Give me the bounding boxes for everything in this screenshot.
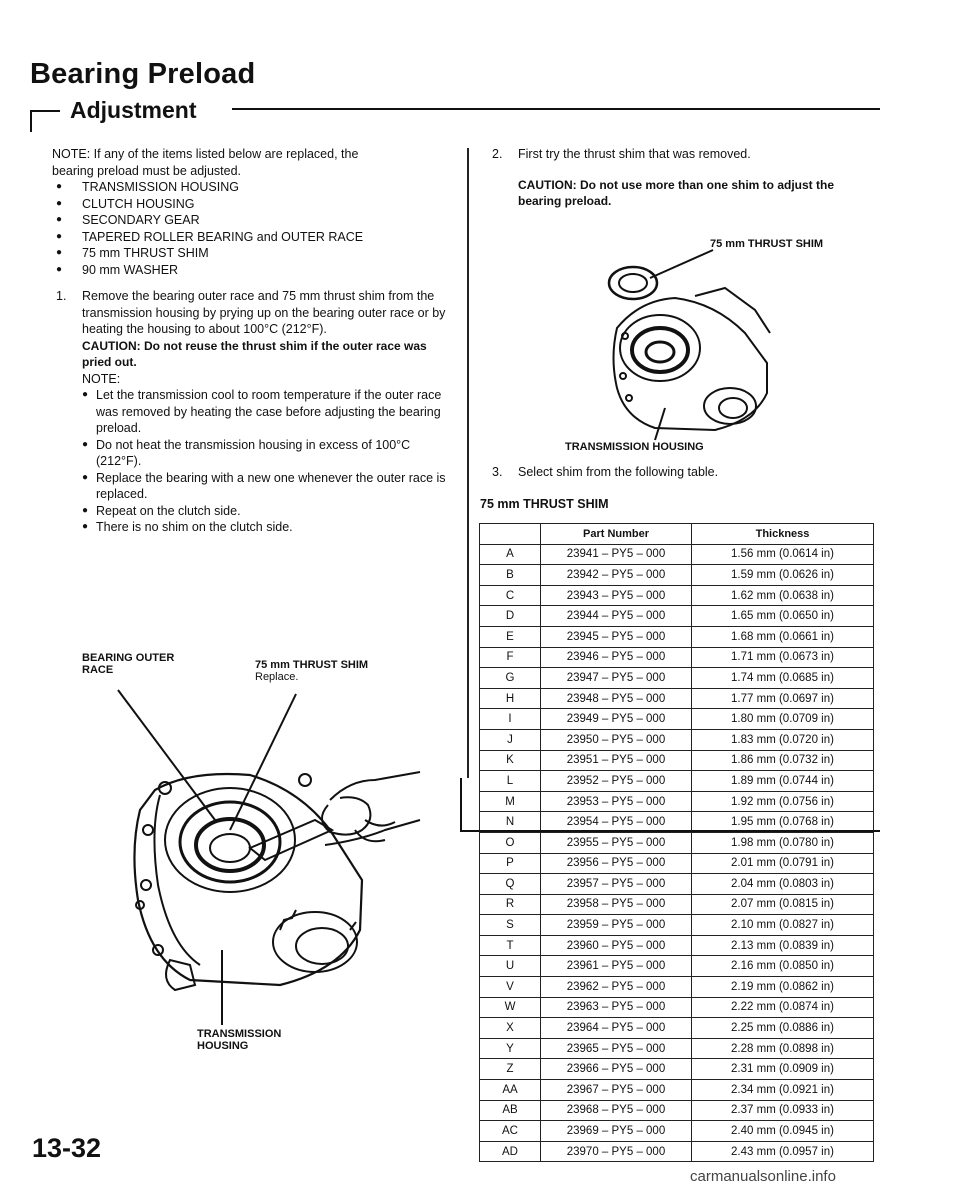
cell-code: N — [480, 812, 541, 833]
table-row — [480, 688, 874, 709]
leader-line-shim — [230, 694, 296, 830]
cell-code: C — [480, 585, 541, 606]
cell-code: Z — [480, 1059, 541, 1080]
cell-thickness: 2.13 mm (0.0839 in) — [692, 935, 874, 956]
cell-thickness: 1.68 mm (0.0661 in) — [692, 626, 874, 647]
table-row — [480, 977, 874, 998]
right-column — [488, 146, 878, 210]
cell-thickness: 2.31 mm (0.0909 in) — [692, 1059, 874, 1080]
leader-line-shim-2 — [650, 250, 713, 278]
table-row — [480, 791, 874, 812]
cell-code: AB — [480, 1100, 541, 1121]
table-row — [480, 771, 874, 792]
cell-thickness: 1.65 mm (0.0650 in) — [692, 606, 874, 627]
thrust-shim-table — [479, 523, 874, 1162]
table-row — [480, 1100, 874, 1121]
table-row — [480, 626, 874, 647]
cell-part-number: 23967 – PY5 – 000 — [541, 1080, 692, 1101]
cell-thickness: 2.43 mm (0.0957 in) — [692, 1141, 874, 1162]
figure-label-race-line-1: BEARING OUTER — [82, 652, 175, 664]
note-intro-line-2: bearing preload must be adjusted. — [52, 163, 242, 178]
cell-part-number: 23963 – PY5 – 000 — [541, 997, 692, 1018]
table-title: 75 mm THRUST SHIM — [480, 497, 609, 511]
header-cell-thickness: Thickness — [692, 524, 874, 545]
figure-label-replace: Replace. — [255, 671, 299, 683]
cell-part-number: 23945 – PY5 – 000 — [541, 626, 692, 647]
note-label: NOTE: — [82, 371, 121, 386]
cell-part-number: 23965 – PY5 – 000 — [541, 1038, 692, 1059]
step-3 — [488, 465, 718, 479]
table-row — [480, 1059, 874, 1080]
replaced-item: ● 90 mm WASHER — [52, 262, 447, 279]
figure-label-race-line-2: RACE — [82, 664, 114, 676]
table-row — [480, 606, 874, 627]
cell-code: S — [480, 915, 541, 936]
cell-code: M — [480, 791, 541, 812]
cell-thickness: 2.16 mm (0.0850 in) — [692, 956, 874, 977]
left-column — [52, 146, 447, 536]
page-number: 13-32 — [32, 1133, 102, 1163]
cell-thickness: 2.25 mm (0.0886 in) — [692, 1018, 874, 1039]
figure2-label-thrust-shim: 75 mm THRUST SHIM — [710, 238, 824, 250]
cell-thickness: 2.37 mm (0.0933 in) — [692, 1100, 874, 1121]
table-row — [480, 832, 874, 853]
cell-thickness: 1.74 mm (0.0685 in) — [692, 668, 874, 689]
note-item: ● Repeat on the clutch side. — [82, 503, 447, 520]
thrust-shim-illustration — [595, 248, 815, 448]
cell-code: AC — [480, 1121, 541, 1142]
cell-part-number: 23953 – PY5 – 000 — [541, 791, 692, 812]
step-2 — [488, 146, 878, 163]
cell-part-number: 23960 – PY5 – 000 — [541, 935, 692, 956]
header-rule-left-vertical — [30, 110, 32, 132]
cell-part-number: 23954 – PY5 – 000 — [541, 812, 692, 833]
figure2-label-transmission-housing: TRANSMISSION HOUSING — [565, 441, 704, 453]
table-row — [480, 956, 874, 977]
table-row — [480, 874, 874, 895]
replaced-item: ● CLUTCH HOUSING — [52, 196, 447, 213]
cell-part-number: 23946 – PY5 – 000 — [541, 647, 692, 668]
cell-thickness: 1.56 mm (0.0614 in) — [692, 544, 874, 565]
step-2-number: 2. — [492, 147, 503, 161]
cell-part-number: 23966 – PY5 – 000 — [541, 1059, 692, 1080]
cell-thickness: 2.19 mm (0.0862 in) — [692, 977, 874, 998]
cell-code: U — [480, 956, 541, 977]
cell-part-number: 23952 – PY5 – 000 — [541, 771, 692, 792]
table-row — [480, 894, 874, 915]
cell-part-number: 23947 – PY5 – 000 — [541, 668, 692, 689]
table-row — [480, 565, 874, 586]
cell-part-number: 23970 – PY5 – 000 — [541, 1141, 692, 1162]
cell-thickness: 2.40 mm (0.0945 in) — [692, 1121, 874, 1142]
step-3-text: Select shim from the following table. — [518, 465, 719, 479]
cell-part-number: 23959 – PY5 – 000 — [541, 915, 692, 936]
table-row — [480, 935, 874, 956]
cell-part-number: 23961 – PY5 – 000 — [541, 956, 692, 977]
column-divider — [467, 148, 469, 778]
cell-code: E — [480, 626, 541, 647]
cell-thickness: 1.98 mm (0.0780 in) — [692, 832, 874, 853]
step-2-text: First try the thrust shim that was removed. — [518, 147, 751, 161]
table-row — [480, 1121, 874, 1142]
note-intro-line-1: NOTE: If any of the items listed below are replaced, the — [52, 147, 359, 161]
table-row — [480, 1038, 874, 1059]
table-row — [480, 997, 874, 1018]
cell-code: F — [480, 647, 541, 668]
cell-code: R — [480, 894, 541, 915]
cell-code: T — [480, 935, 541, 956]
cell-thickness: 1.71 mm (0.0673 in) — [692, 647, 874, 668]
bottom-rule-vertical — [460, 778, 462, 832]
cell-thickness: 2.28 mm (0.0898 in) — [692, 1038, 874, 1059]
cell-code: V — [480, 977, 541, 998]
table-row — [480, 853, 874, 874]
table-row — [480, 668, 874, 689]
cell-code: L — [480, 771, 541, 792]
note-item: ● Let the transmission cool to room temperature if the outer race was removed by heating the case before adjusting the bearing preload. — [82, 387, 447, 437]
table-row — [480, 729, 874, 750]
table-row — [480, 1018, 874, 1039]
cell-thickness: 2.22 mm (0.0874 in) — [692, 997, 874, 1018]
cell-part-number: 23969 – PY5 – 000 — [541, 1121, 692, 1142]
notes-list — [82, 387, 447, 536]
cell-part-number: 23956 – PY5 – 000 — [541, 853, 692, 874]
table-row — [480, 1080, 874, 1101]
bearing-removal-illustration — [100, 680, 430, 1030]
step-1-text: Remove the bearing outer race and 75 mm thrust shim from the transmission housing by prying up on the bearing outer race or by heating the housing to about 100°C (212°F). — [82, 289, 446, 336]
table-row — [480, 915, 874, 936]
header-rule-right — [232, 108, 880, 110]
page-title: Bearing Preload — [30, 58, 256, 90]
cell-part-number: 23962 – PY5 – 000 — [541, 977, 692, 998]
cell-part-number: 23955 – PY5 – 000 — [541, 832, 692, 853]
caution-reuse-shim: CAUTION: Do not reuse the thrust shim if the outer race was pried out. — [82, 338, 427, 369]
cell-thickness: 1.95 mm (0.0768 in) — [692, 812, 874, 833]
header-cell-code — [480, 524, 541, 545]
step-1 — [52, 288, 447, 338]
leader-line-race — [118, 690, 215, 820]
cell-part-number: 23958 – PY5 – 000 — [541, 894, 692, 915]
step-1-number: 1. — [56, 289, 67, 303]
header-rule-left — [30, 110, 60, 112]
cell-code: O — [480, 832, 541, 853]
cell-code: I — [480, 709, 541, 730]
cell-part-number: 23957 – PY5 – 000 — [541, 874, 692, 895]
table-row — [480, 709, 874, 730]
figure-label-shim-text: 75 mm THRUST SHIM — [255, 659, 369, 671]
cell-code: X — [480, 1018, 541, 1039]
figure-label-bearing-outer-race — [82, 652, 174, 676]
cell-thickness: 1.86 mm (0.0732 in) — [692, 750, 874, 771]
cell-thickness: 2.34 mm (0.0921 in) — [692, 1080, 874, 1101]
cell-part-number: 23968 – PY5 – 000 — [541, 1100, 692, 1121]
note-item: ● Replace the bearing with a new one whenever the outer race is replaced. — [82, 470, 447, 503]
cell-thickness: 2.07 mm (0.0815 in) — [692, 894, 874, 915]
cell-thickness: 1.59 mm (0.0626 in) — [692, 565, 874, 586]
replaced-item: ● TAPERED ROLLER BEARING and OUTER RACE — [52, 229, 447, 246]
cell-code: H — [480, 688, 541, 709]
cell-code: A — [480, 544, 541, 565]
cell-code: W — [480, 997, 541, 1018]
cell-thickness: 1.83 mm (0.0720 in) — [692, 729, 874, 750]
cell-thickness: 1.92 mm (0.0756 in) — [692, 791, 874, 812]
caution-one-shim: CAUTION: Do not use more than one shim to adjust the bearing preload. — [518, 177, 835, 208]
note-item: ● Do not heat the transmission housing in excess of 100°C (212°F). — [82, 437, 447, 470]
section-title: Adjustment — [70, 97, 197, 123]
cell-code: AD — [480, 1141, 541, 1162]
cell-part-number: 23943 – PY5 – 000 — [541, 585, 692, 606]
cell-thickness: 1.89 mm (0.0744 in) — [692, 771, 874, 792]
cell-code: Q — [480, 874, 541, 895]
replaced-item: ● 75 mm THRUST SHIM — [52, 245, 447, 262]
cell-thickness: 1.80 mm (0.0709 in) — [692, 709, 874, 730]
table-row — [480, 647, 874, 668]
cell-part-number: 23944 – PY5 – 000 — [541, 606, 692, 627]
cell-code: AA — [480, 1080, 541, 1101]
table-row — [480, 585, 874, 606]
cell-code: B — [480, 565, 541, 586]
cell-code: D — [480, 606, 541, 627]
cell-part-number: 23964 – PY5 – 000 — [541, 1018, 692, 1039]
cell-thickness: 1.62 mm (0.0638 in) — [692, 585, 874, 606]
step-3-number: 3. — [492, 465, 503, 479]
cell-thickness: 1.77 mm (0.0697 in) — [692, 688, 874, 709]
cell-part-number: 23948 – PY5 – 000 — [541, 688, 692, 709]
table-row — [480, 544, 874, 565]
table-header-row — [480, 524, 874, 545]
cell-code: G — [480, 668, 541, 689]
leader-line-housing-2 — [655, 408, 665, 440]
table-row — [480, 750, 874, 771]
header-cell-part-number: Part Number — [541, 524, 692, 545]
cell-code: J — [480, 729, 541, 750]
replaced-item: ● TRANSMISSION HOUSING — [52, 179, 447, 196]
note-item: ● There is no shim on the clutch side. — [82, 519, 447, 536]
cell-part-number: 23950 – PY5 – 000 — [541, 729, 692, 750]
table-row — [480, 1141, 874, 1162]
cell-part-number: 23949 – PY5 – 000 — [541, 709, 692, 730]
replaced-item: ● SECONDARY GEAR — [52, 212, 447, 229]
watermark: carmanualsonline.info — [690, 1168, 836, 1185]
replaced-items-list — [52, 179, 447, 278]
cell-thickness: 2.04 mm (0.0803 in) — [692, 874, 874, 895]
cell-thickness: 2.10 mm (0.0827 in) — [692, 915, 874, 936]
cell-code: P — [480, 853, 541, 874]
figure-label-transmission-housing — [197, 1028, 281, 1052]
cell-part-number: 23951 – PY5 – 000 — [541, 750, 692, 771]
cell-part-number: 23941 – PY5 – 000 — [541, 544, 692, 565]
bottom-rule — [460, 830, 880, 832]
cell-code: Y — [480, 1038, 541, 1059]
figure-label-housing-line-1: TRANSMISSION — [197, 1028, 282, 1040]
figure-label-housing-line-2: HOUSING — [197, 1040, 249, 1052]
cell-thickness: 2.01 mm (0.0791 in) — [692, 853, 874, 874]
cell-part-number: 23942 – PY5 – 000 — [541, 565, 692, 586]
cell-code: K — [480, 750, 541, 771]
